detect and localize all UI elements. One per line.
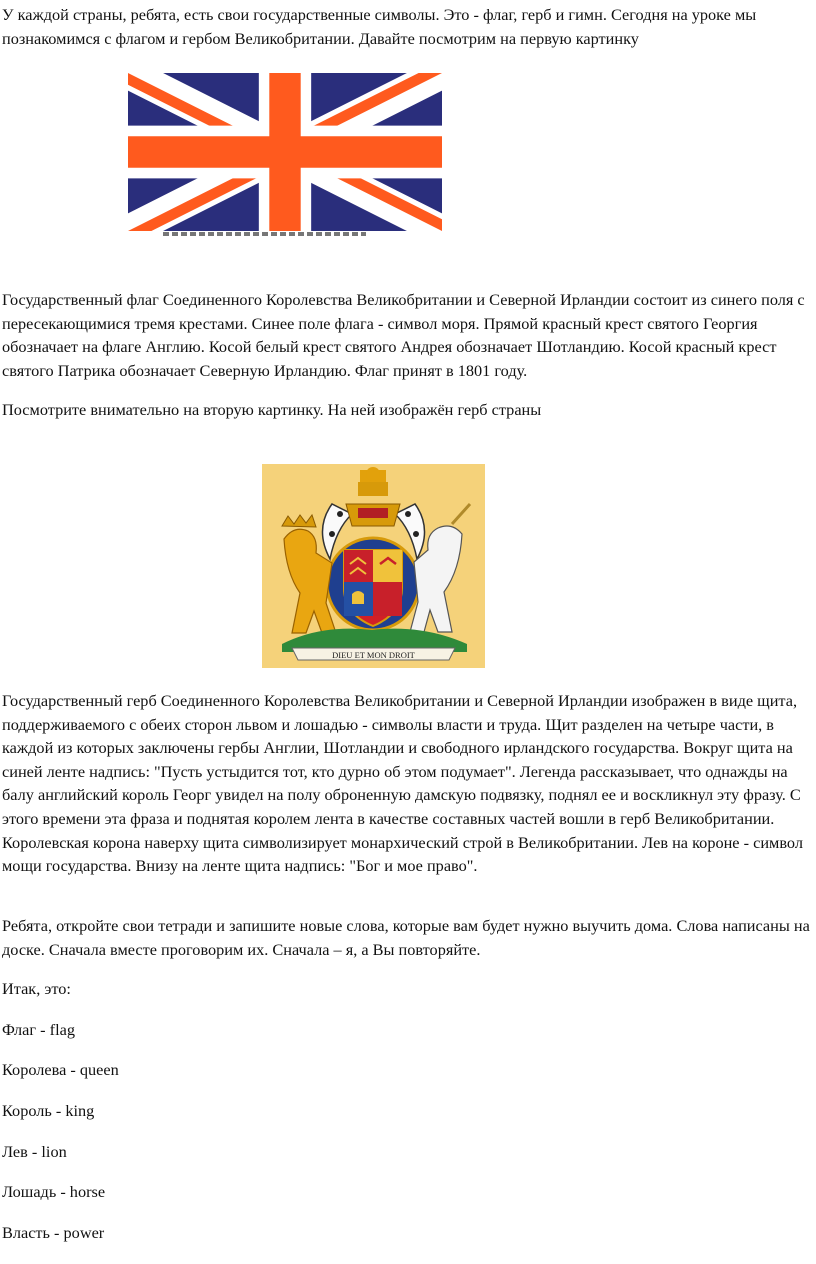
union-jack-flag-image xyxy=(128,73,442,231)
vocab-item: Король - king xyxy=(2,1101,95,1120)
vocab-item: Лошадь - horse xyxy=(2,1182,106,1201)
look-second-picture-paragraph: Посмотрите внимательно на вторую картинку. На ней изображён герб страны xyxy=(2,400,542,419)
vocab-item: Королева - queen xyxy=(2,1060,119,1079)
so-paragraph: Итак, это: xyxy=(2,979,71,998)
coat-of-arms-image xyxy=(262,464,485,668)
vocab-item: Власть - power xyxy=(2,1223,105,1242)
crest-description-paragraph: Государственный герб Соединенного Королевства Великобритании и Северной Ирландии изображен в виде щита, поддерживаемого с обеих сторон львом и лошадью - символы власти и труда. Щит разделен на четыре части, в каждой из которых заключены гербы Англии, Шотландии и свободного ирландского государства. Вокруг щита на синей ленте надпись: "Пусть устыдится тот, кто дурно об этом подумает". Легенда рассказывает, что однажды на балу английский король Георг увидел на полу оброненную дамскую подвязку, поднял ее и воскликнул эту фразу. С этого времени эта фраза и поднятая королем лента в качестве составных частей вошли в герб Великобритании. Королевская корона наверху щита символизирует монархический строй в Великобритании. Лев на короне - символ мощи государства. Внизу на ленте щита надпись: "Бог и мое право". xyxy=(2,691,803,876)
notebooks-paragraph: Ребята, откройте свои тетради и запишите новые слова, которые вам будет нужно выучить дома. Слова написаны на доске. Сначала вместе проговорим их. Сначала – я, а Вы повторяйте. xyxy=(2,916,810,959)
flag-description-paragraph: Государственный флаг Соединенного Королевства Великобритании и Северной Ирландии состоит из синего поля с пересекающимися тремя крестами. Синее поле флага - символ моря. Прямой красный крест святого Георгия обозначает на флаге Англию. Косой белый крест святого Андрея обозначает Шотландию. Косой красный крест святого Патрика обозначает Северную Ирландию. Флаг принят в 1801 году. xyxy=(2,290,805,380)
motto-text: DIEU ET MON DROIT xyxy=(332,650,415,660)
vocab-item: Флаг - flag xyxy=(2,1020,75,1039)
vocab-item: Лев - lion xyxy=(2,1142,67,1161)
caption-remnant xyxy=(163,232,366,236)
intro-paragraph: У каждой страны, ребята, есть свои государственные символы. Это - флаг, герб и гимн. Сегодня на уроке мы познакомимся с флагом и гербом Великобритании. Давайте посмотрим на первую картинку xyxy=(2,5,757,48)
crest-top-crown xyxy=(358,482,388,496)
